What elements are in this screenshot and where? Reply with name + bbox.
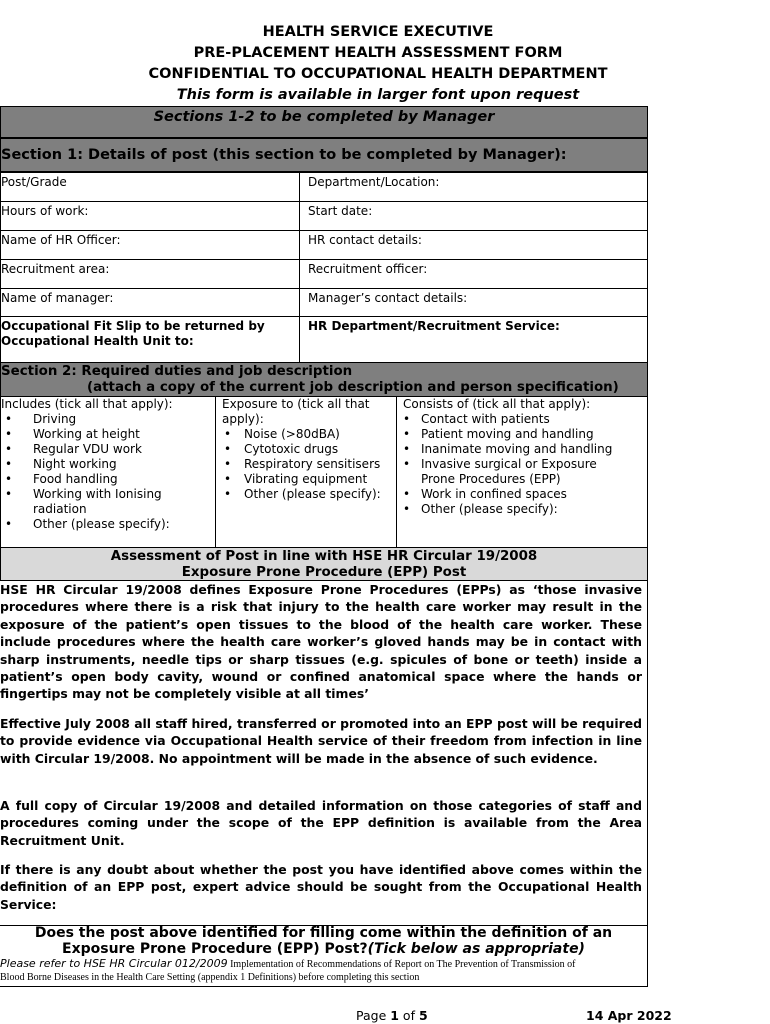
checklist-item[interactable]: • Noise (>80dBA) — [224, 427, 340, 441]
epp-question-box — [0, 925, 648, 987]
start-date-field[interactable] — [299, 201, 648, 231]
manager-name-label: Name of manager: — [1, 291, 114, 305]
consists-heading: Consists of (tick all that apply): — [403, 397, 591, 411]
section2-title-line1: Section 2: Required duties and job description — [1, 364, 353, 379]
form-org-title: HEALTH SERVICE EXECUTIVE — [262, 24, 494, 40]
recruitment-officer-field[interactable] — [299, 259, 648, 289]
checklist-item[interactable]: • Patient moving and handling — [403, 427, 594, 441]
epp-advice-paragraph: If there is any doubt about whether the post you have identified above comes within the definition of an EPP post, expert advice should be sought from the Occupational Health Service: — [0, 862, 642, 912]
checklist-item[interactable]: • Other (please specify): — [5, 517, 170, 531]
hr-department-label: HR Department/Recruitment Service: — [308, 319, 560, 333]
exposure-column — [215, 396, 397, 548]
hours-of-work-label: Hours of work: — [1, 204, 89, 218]
total-pages: 5 — [418, 1008, 428, 1023]
section2-title — [0, 362, 648, 397]
checklist-item[interactable]: • Cytotoxic drugs — [224, 442, 339, 456]
tick-below-note: (Tick below as appropriate) — [367, 941, 585, 957]
manager-contact-field[interactable] — [299, 288, 648, 317]
includes-heading: Includes (tick all that apply): — [1, 397, 173, 411]
epp-definition-paragraph: HSE HR Circular 19/2008 defines Exposure Prone Procedures (EPPs) as ‘those invasive procedures where there is a risk that injury to the health care worker may result in the exposure of the patient’s open tissues to the blood of the health care worker. These include procedures where the health care worker’s gloved hands may be in contact with sharp instruments, needle tips or sharp tissues (e.g. spicules of bone or teeth) inside a patient’s open body cavity, wound or confined anatomical space where the hands or fingertips may not be completely visible at all times’ — [0, 582, 642, 702]
assessment-title-line1: Assessment of Post in line with HSE HR Circular 19/2008 — [110, 549, 538, 564]
checklist-item[interactable]: • Vibrating equipment — [224, 472, 368, 486]
fit-slip-label-line2: Occupational Health Unit to: — [1, 334, 194, 348]
manager-contact-label: Manager’s contact details: — [308, 291, 468, 305]
checklist-item[interactable]: • Working with Ionising radiation — [5, 487, 162, 516]
current-page: 1 — [390, 1008, 399, 1023]
assessment-title-line2: Exposure Prone Procedure (EPP) Post — [181, 564, 467, 580]
footer-date: 14 Apr 2022 — [586, 1008, 672, 1023]
checklist-item[interactable]: • Inanimate moving and handling — [403, 442, 613, 456]
assessment-title — [0, 547, 648, 581]
page-indicator: Page 1 of 5 — [356, 1008, 428, 1023]
includes-list — [1, 412, 215, 532]
checklist-item[interactable]: • Regular VDU work — [5, 442, 142, 456]
checklist-item[interactable]: • Night working — [5, 457, 117, 471]
hr-contact-label: HR contact details: — [308, 233, 422, 247]
recruitment-area-label: Recruitment area: — [1, 262, 110, 276]
checklist-item[interactable]: • Work in confined spaces — [403, 487, 567, 501]
hr-contact-field[interactable] — [299, 230, 648, 260]
checklist-item[interactable]: • Respiratory sensitisers — [224, 457, 381, 471]
exposure-heading-line2: apply): — [222, 412, 264, 426]
exposure-heading-line1: Exposure to (tick all that — [222, 397, 370, 411]
duties-includes-column — [0, 396, 216, 548]
hours-of-work-field[interactable] — [0, 201, 300, 231]
checklist-item[interactable]: • Working at height — [5, 427, 140, 441]
large-font-note: This form is available in larger font upon request — [176, 87, 580, 103]
department-location-field[interactable] — [299, 172, 648, 202]
hr-officer-field[interactable] — [0, 230, 300, 260]
post-grade-field[interactable] — [0, 172, 300, 202]
checklist-item[interactable]: • Other (please specify): — [224, 487, 381, 501]
epp-circular-paragraph: A full copy of Circular 19/2008 and detailed information on those categories of staff and procedures coming under the scope of the EPP definition is available from the Area Recruitment Unit. — [0, 798, 642, 848]
recruitment-area-field[interactable] — [0, 259, 300, 289]
checklist-item[interactable]: • Food handling — [5, 472, 118, 486]
form-confidential-note: CONFIDENTIAL TO OCCUPATIONAL HEALTH DEPARTMENT — [148, 66, 608, 82]
consists-list — [403, 412, 647, 517]
fit-slip-label-line1: Occupational Fit Slip to be returned by — [1, 319, 265, 333]
section1-title: Section 1: Details of post (this section to be completed by Manager): — [0, 138, 648, 172]
epp-question-line2: Exposure Prone Procedure (EPP) Post?(Tick below as appropriate) — [62, 941, 585, 957]
checklist-item[interactable]: • Contact with patients — [403, 412, 550, 426]
manager-name-field[interactable] — [0, 288, 300, 317]
form-title: PRE-PLACEMENT HEALTH ASSESSMENT FORM — [193, 45, 563, 61]
department-location-label: Department/Location: — [308, 175, 440, 189]
section2-title-line2: (attach a copy of the current job description and person specification) — [87, 380, 619, 395]
recruitment-officer-label: Recruitment officer: — [308, 262, 428, 276]
start-date-label: Start date: — [308, 204, 373, 218]
exposure-list — [222, 427, 396, 502]
consists-of-column — [396, 396, 648, 548]
post-grade-label: Post/Grade — [1, 175, 67, 189]
epp-evidence-paragraph: Effective July 2008 all staff hired, transferred or promoted into an EPP post will be required to provide evidence via Occupational Health service of their freedom from infection in line with Circular 19/2008. No appointment will be made in the absence of such evidence. — [0, 716, 642, 766]
epp-question-line1: Does the post above identified for filling come within the definition of an — [34, 925, 613, 941]
checklist-item[interactable]: • Other (please specify): — [403, 502, 558, 516]
circular-reference-line1: Please refer to HSE HR Circular 012/2009 Implementation of Recommendations of Report on The Prevention of Transmission of — [0, 957, 576, 970]
manager-band: Sections 1-2 to be completed by Manager — [0, 106, 648, 138]
fit-slip-return-field[interactable] — [0, 316, 300, 363]
checklist-item[interactable]: • Driving — [5, 412, 77, 426]
hr-department-field[interactable] — [299, 316, 648, 363]
checklist-item[interactable]: • Invasive surgical or Exposure Prone Procedures (EPP) — [403, 457, 597, 486]
hr-officer-label: Name of HR Officer: — [1, 233, 121, 247]
circular-reference-line2: Blood Borne Diseases in the Health Care Setting (appendix 1 Definitions) before completing this section — [0, 972, 420, 983]
